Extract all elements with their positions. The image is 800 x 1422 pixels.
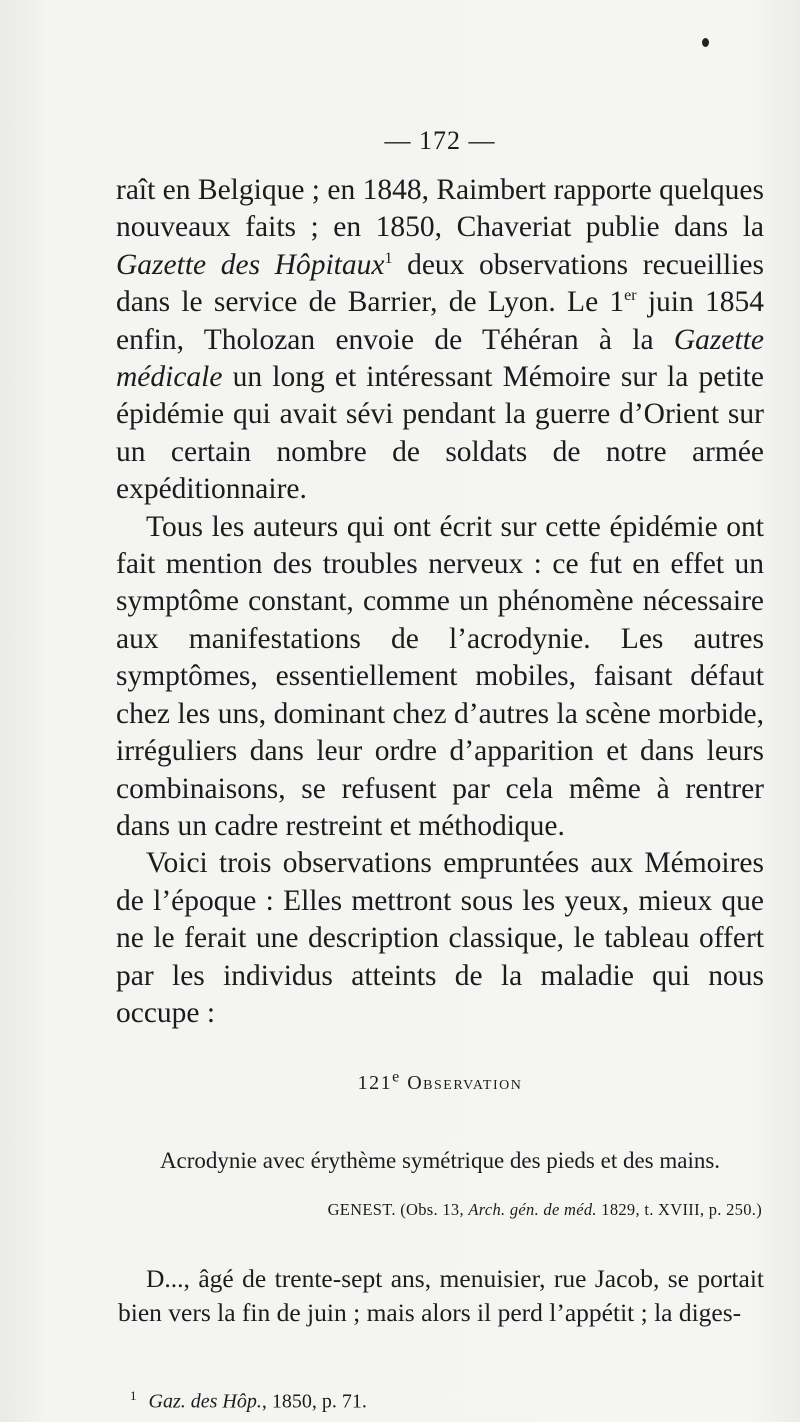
text-run: juin 1854 enfin, Tholozan envoie de Téhéran à la (116, 286, 764, 356)
text-run: , 1850, p. 71. (261, 1390, 367, 1413)
paragraph (116, 845, 764, 1032)
observation-number-suffix: e (392, 1068, 401, 1086)
text-run: GENEST. (Obs. 13, (327, 1200, 469, 1219)
italic-text: Gazette des Hôpitaux (116, 248, 385, 281)
body-text (116, 172, 764, 1032)
italic-text: Gazette médicale (116, 323, 764, 394)
footnote-mark: 1 (130, 1388, 137, 1403)
footnote (130, 1388, 770, 1414)
italic-text: Arch. gén. de méd. (468, 1200, 597, 1219)
paragraph (116, 509, 764, 846)
superscript: er (624, 287, 637, 305)
superscript: 1 (384, 249, 393, 267)
ink-spot (702, 38, 709, 47)
text-run: raît en Belgique ; en 1848, Raimbert rapporte quelques nouveaux faits ; en 1850, Chaveriat publie dans la (116, 174, 764, 244)
footnote-text (149, 1391, 367, 1413)
text-run: un long et intéressant Mémoire sur la petite épidémie qui avait sévi pendant la guerre d’Orient sur un certain nombre de soldats de notre armée expéditionnaire. (116, 361, 764, 506)
paragraph (116, 172, 764, 509)
observation-subtitle: Acrodynie avec érythème symétrique des pieds et des mains. (159, 1148, 721, 1173)
observation-reference (118, 1200, 762, 1220)
observation-word: Observation (407, 1072, 523, 1094)
text-run: Tous les auteurs qui ont écrit sur cette épidémie ont fait mention des troubles nerveux : ce fut en effet un symptôme constant, comme un phénomène nécessaire aux manifestations de l’acrodynie. Les autres symptômes, essentiellement mobiles, faisant défaut chez les uns, dominant chez d’autres la scène morbide, irréguliers dans leur ordre d’apparition et dans leurs combinaisons, se refusent par cela même à rentrer dans un cadre restreint et méthodique. (116, 510, 764, 842)
observation-heading (0, 1068, 800, 1095)
text-run: deux observations recueillies dans le service de Barrier, de Lyon. Le 1 (116, 248, 764, 319)
text-run: 1829, t. XVIII, p. 250.) (596, 1200, 762, 1219)
page-number: — 172 — (384, 126, 496, 155)
italic-text: Gaz. des Hôp. (148, 1390, 262, 1413)
text-run: Voici trois observations empruntées aux Mémoires de l’époque : Elles mettront sous les yeux, mieux que ne le ferait une description classique, le tableau offert par les individus atteints de la maladie qui nous occupe : (116, 847, 764, 1029)
observation-number: 121 (357, 1072, 393, 1094)
observation-paragraph: D..., âgé de trente-sept ans, menuisier, rue Jacob, se portait bien vers la fin de juin ; mais alors il perd l’appétit ; la diges- (118, 1264, 764, 1327)
observation-text (118, 1262, 764, 1330)
